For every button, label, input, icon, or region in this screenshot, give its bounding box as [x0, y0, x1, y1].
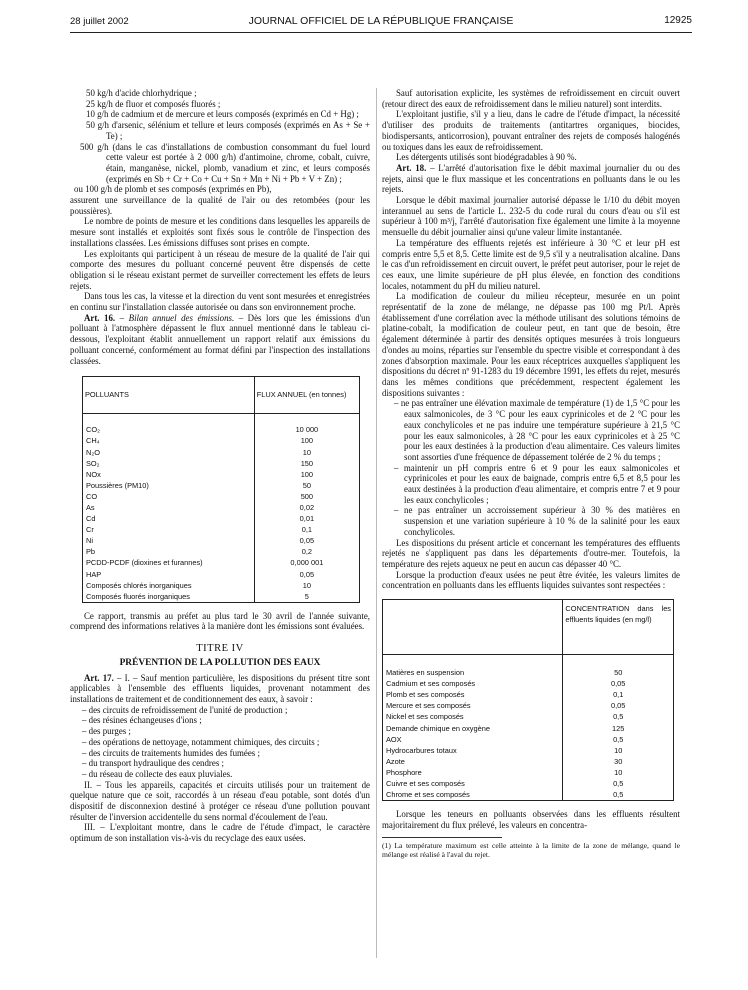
- table-row: [83, 446, 360, 457]
- cell-value: 0,000 001: [254, 557, 359, 568]
- article-16: Art. 16. – Bilan annuel des émissions. – Dès lors que les émissions d'un polluant à l'atmosphère dépassent le flux annuel mentionné dans le tableau ci-dessous, l'exploitant établit annuellement un rapport relatif aux émissions du polluant concerné, conformément au format défini par l'inspection des installations classées.: [70, 312, 371, 366]
- cell-name: AOX: [383, 734, 563, 745]
- paragraph: L'exploitant justifie, s'il y a lieu, dans le cadre de l'étude d'impact, la nécessité d'utiliser des produits de traitements (antitartres organiques, biocides, biodispersants, anticorrosion), pouvant entraîner des rejets de composés halogénés ou toxiques dans les eaux de refroidissement.: [382, 109, 680, 152]
- article-18: [382, 163, 680, 195]
- cell-value: 0,05: [254, 535, 359, 546]
- cell-name: Cadmium et ses composés: [383, 678, 563, 689]
- cell-name: Ni: [83, 535, 255, 546]
- header-journal-title: JOURNAL OFFICIEL DE LA RÉPUBLIQUE FRANÇAISE: [248, 15, 514, 27]
- cell-value: 0,05: [254, 569, 359, 580]
- annual-flux-table: [82, 376, 360, 603]
- cell-value: 0,5: [563, 711, 674, 722]
- cell-name: Composés chlorés inorganiques: [83, 580, 255, 591]
- table-row: [383, 723, 674, 734]
- paragraph: III. – L'exploitant montre, dans le cadre de l'étude d'impact, le caractère optimum de son installation vis-à-vis du recyclage des eaux usées.: [70, 822, 370, 844]
- cell-name: Cuivre et ses composés: [383, 778, 563, 789]
- table-row: [83, 480, 360, 491]
- table-row: [383, 745, 674, 756]
- cell-name: HAP: [83, 569, 255, 580]
- cell-name: Nickel et ses composés: [383, 711, 563, 722]
- paragraph: Lorsque le débit maximal journalier autorisé dépasse le 1/10 du débit moyen interannuel au sens de l'article L. 232-5 du code rural du cours d'eau ou s'il est supérieur à 100 m³/j, l'arrêté d'autorisation fixe également une limite à la moyenne mensuelle du débit journalier ainsi qu'une valeur limite instantanée.: [382, 195, 680, 238]
- right-column: [382, 88, 680, 859]
- cell-value: 0,1: [563, 689, 674, 700]
- cell-name: Chrome et ses composés: [383, 789, 563, 801]
- cell-name: Composés fluorés inorganiques: [83, 591, 255, 603]
- list-item: – des circuits de traitements humides des fumées ;: [82, 747, 260, 758]
- effluent-sources-list: [70, 705, 370, 780]
- table-row: [383, 667, 674, 678]
- emission-thresholds-list: [70, 88, 370, 195]
- header-date: 28 juillet 2002: [70, 16, 129, 27]
- table-row: [83, 535, 360, 546]
- list-item: 10 g/h de cadmium et de mercure et leurs composés (exprimés en Cd + Hg) ;: [86, 109, 359, 120]
- article-text: – L'arrêté d'autorisation fixe le débit maximal journalier du ou des rejets, ainsi que le flux massique et les concentrations en polluants dans le ou les rejets.: [382, 162, 680, 195]
- paragraph: Le nombre de points de mesure et les conditions dans lesquelles les appareils de mesure sont installés et exploités sont fixés sous le contrôle de l'inspection des installations classées. Les émissions diffuses sont prises en compte.: [70, 216, 370, 248]
- table-row: [383, 700, 674, 711]
- column-header-annual-flux: FLUX ANNUEL (en tonnes): [254, 377, 359, 414]
- list-item: – du transport hydraulique des cendres ;: [82, 758, 224, 769]
- cell-value: 0,5: [563, 778, 674, 789]
- footnote: (1) La température maximum est celle atteinte à la limite de la zone de mélange, quand le mélange est réalisé à l'aval du rejet.: [382, 840, 680, 859]
- cell-value: 30: [563, 756, 674, 767]
- cell-name: Cd: [83, 513, 255, 524]
- paragraph: Dans tous les cas, la vitesse et la direction du vent sont mesurées et enregistrées en continu sur l'installation classée autorisée ou dans son environnement proche.: [70, 291, 370, 313]
- article-label: Art. 16.: [84, 312, 116, 323]
- cell-name: NOx: [83, 469, 255, 480]
- header-rule: [70, 32, 692, 33]
- cell-name: SO₂: [83, 458, 255, 469]
- column-divider: [376, 88, 377, 958]
- table-row: [83, 491, 360, 502]
- article-label: Art. 18.: [396, 162, 427, 173]
- table-row: [83, 435, 360, 446]
- paragraph: II. – Tous les appareils, capacités et circuits utilisés pour un traitement de quelque nature que ce soit, raccordés à un réseau d'eau potable, sont dotés d'un dispositif de disconnexion destiné à protéger ce réseau d'une pollution pouvant résulter de l'inversion accidentelle du sens normal d'écoulement de l'eau.: [70, 779, 370, 822]
- cell-name: Azote: [383, 756, 563, 767]
- left-column: [70, 88, 370, 844]
- cell-value: 125: [563, 723, 674, 734]
- list-item: – du réseau de collecte des eaux pluviales.: [82, 768, 233, 779]
- cell-value: 0,05: [563, 678, 674, 689]
- cell-value: 0,5: [563, 789, 674, 801]
- article-title: Bilan annuel des émissions.: [128, 312, 235, 323]
- table-row: [83, 546, 360, 557]
- table-row: [83, 424, 360, 435]
- paragraph: Sauf autorisation explicite, les systèmes de refroidissement en circuit ouvert (retour direct des eaux de refroidissement dans le milieu naturel) sont interdits.: [382, 88, 680, 109]
- table-row: [83, 557, 360, 568]
- column-header-pollutants: POLLUANTS: [83, 377, 255, 414]
- table-row: [383, 756, 674, 767]
- cell-value: 100: [254, 435, 359, 446]
- cell-value: 500: [254, 491, 359, 502]
- cell-value: 100: [254, 469, 359, 480]
- list-item: – ne pas entraîner un accroissement supérieur à 30 % des matières en suspension et une variation supérieure à 10 % de la salinité pour les eaux conchylicoles.: [394, 505, 680, 537]
- paragraph: Lorsque les teneurs en polluants observées dans les effluents résultent majoritairement du flux prélevé, les valeurs en concentra-: [382, 809, 680, 830]
- article-text: – Dès lors que les émissions d'un polluant à l'atmosphère dépassent le flux annuel mentionné dans le tableau ci-dessous, l'exploitant établit annuellement un rapport relatif aux émissions du polluant concerné, conformément au format défini par l'inspection des installations classées.: [70, 312, 371, 366]
- list-item: – des résines échangeuses d'ions ;: [82, 715, 202, 726]
- cell-value: 10: [254, 446, 359, 457]
- cell-name: Mercure et ses composés: [383, 700, 563, 711]
- list-item: – maintenir un pH compris entre 6 et 9 pour les eaux salmonicoles et cyprinicoles et pour les eaux de baignade, compris entre 6,5 et 8,5 pour les eaux destinées à la production d'eau alimentaire, et compris entre 7 et 9 pour les eaux conchylicoles ;: [394, 462, 680, 505]
- page-header: [70, 14, 692, 30]
- cell-value: 10 000: [254, 424, 359, 435]
- table-row: [383, 778, 674, 789]
- paragraph: La modification de couleur du milieu récepteur, mesurée en un point représentatif de la zone de mélange, ne dépasse pas 100 mg Pt/l. Après établissement d'une corrélation avec la méthode utilisant des solutions témoins de platine-cobalt, la modification de couleur peut, en tant que de besoin, être également déterminée à partir des densités optiques mesurées à trois longueurs d'ondes au moins, réparties sur l'ensemble du spectre visible et correspondant à des zones d'absorption maximale. Pour les eaux réceptrices auxquelles s'appliquent les dispositions du décret nº 91-1283 du 19 décembre 1991, les effets du rejet, mesurés dans les mêmes conditions que précédemment, respectent également les dispositions suivantes :: [382, 291, 680, 398]
- effluent-concentration-table: [382, 599, 674, 801]
- paragraph: Ce rapport, transmis au préfet au plus tard le 30 avril de l'année suivante, comprend des informations relatives à la manière dont les émissions sont évaluées.: [70, 610, 370, 632]
- paragraph: Les dispositions du présent article et concernant les températures des effluents rejetés ne s'appliquent pas dans les départements d'outre-mer. Toutefois, la température des rejets aqueux ne peut en aucun cas dépasser 40 °C.: [382, 537, 680, 569]
- cell-name: Demande chimique en oxygène: [383, 723, 563, 734]
- table-row: [83, 469, 360, 480]
- table-row: [383, 789, 674, 801]
- table-row: [83, 591, 360, 603]
- table-row: [83, 569, 360, 580]
- list-item: – des purges ;: [82, 726, 131, 737]
- paragraph: Lorsque la production d'eaux usées ne peut être évitée, les valeurs limites de concentration en polluants dans les effluents liquides suivantes sont respectées :: [382, 569, 680, 591]
- cell-name: CH₄: [83, 435, 255, 446]
- cell-value: 10: [563, 745, 674, 756]
- cell-value: 0,02: [254, 502, 359, 513]
- table-row: [83, 458, 360, 469]
- article-17: [70, 673, 370, 705]
- cell-value: 0,2: [254, 546, 359, 557]
- table-row: [383, 767, 674, 778]
- cell-name: Poussières (PM10): [83, 480, 255, 491]
- paragraph: assurent une surveillance de la qualité de l'air ou des retombées (pour les poussières).: [70, 195, 370, 216]
- header-page-number: 12925: [664, 15, 692, 26]
- paragraph: Les détergents utilisés sont biodégradables à 90 %.: [396, 152, 577, 163]
- table-row: [83, 513, 360, 524]
- cell-name: Phosphore: [383, 767, 563, 778]
- table-row: [383, 734, 674, 745]
- paragraph: Les exploitants qui participent à un réseau de mesure de la qualité de l'air qui comporte des mesures du polluant concerné peuvent être dispensés de cette obligation si le réseau existant permet de surveiller correctement les effets de leurs rejets.: [70, 248, 370, 291]
- table-row: [383, 711, 674, 722]
- cell-value: 0,01: [254, 513, 359, 524]
- cell-name: Pb: [83, 546, 255, 557]
- table-row: [83, 524, 360, 535]
- list-item: – des circuits de refroidissement de l'unité de production ;: [82, 704, 288, 715]
- cell-value: 50: [254, 480, 359, 491]
- column-header-substance: [383, 600, 563, 655]
- list-item: – ne pas entraîner une élévation maximale de température (1) de 1,5 °C pour les eaux salmonicoles, de 3 °C pour les eaux cyprinicoles et de 2 °C pour les eaux conchylicoles et ne pas induire une température supérieure à 21,5 °C pour les eaux salmonicoles, à 28 °C pour les eaux cyprinicoles et à 25 °C pour les eaux destinées à la production d'eau alimentaire. Ces valeurs limites sont assorties d'une fréquence de dépassement tolérée de 2 % du temps ;: [394, 398, 680, 462]
- cell-value: 0,05: [563, 700, 674, 711]
- list-item: 50 g/h d'arsenic, sélénium et tellure et leurs composés (exprimés en As + Se + Te) ;: [86, 120, 370, 141]
- cell-name: Plomb et ses composés: [383, 689, 563, 700]
- table-row: [83, 580, 360, 591]
- footnote-rule: [382, 837, 502, 838]
- table-row: [383, 689, 674, 700]
- list-item: 500 g/h (dans le cas d'installations de combustion consommant du fuel lourd cette valeur est portée à 2 000 g/h) d'antimoine, chrome, cobalt, cuivre, étain, manganèse, nickel, plomb, vanadium et zinc, et leurs composés (exprimés en Sb + Cr + Co + Cu + Sn + Mn + Ni + Pb + V + Zn) ;: [80, 141, 370, 184]
- cell-name: CO₂: [83, 424, 255, 435]
- list-item: 25 kg/h de fluor et composés fluorés ;: [86, 98, 221, 109]
- list-item: ou 100 g/h de plomb et ses composés (exprimés en Pb),: [74, 184, 272, 195]
- receiving-water-provisions-list: [382, 398, 680, 537]
- cell-value: 0,5: [563, 734, 674, 745]
- cell-value: 5: [254, 591, 359, 603]
- cell-name: PCDD-PCDF (dioxines et furannes): [83, 557, 255, 568]
- cell-value: 0,1: [254, 524, 359, 535]
- cell-name: Matières en suspension: [383, 667, 563, 678]
- column-header-concentration: CONCENTRATION dans les effluents liquides (en mg/l): [563, 600, 674, 655]
- cell-name: CO: [83, 491, 255, 502]
- cell-name: Cr: [83, 524, 255, 535]
- cell-value: 10: [563, 767, 674, 778]
- table-row: [83, 502, 360, 513]
- title-iv: TITRE IV: [196, 643, 244, 655]
- table-row: [383, 678, 674, 689]
- list-item: 50 kg/h d'acide chlorhydrique ;: [86, 88, 197, 98]
- article-label: Art. 17.: [84, 672, 114, 683]
- cell-value: 50: [563, 667, 674, 678]
- section-heading: PRÉVENTION DE LA POLLUTION DES EAUX: [119, 657, 321, 668]
- cell-value: 10: [254, 580, 359, 591]
- paragraph: La température des effluents rejetés est inférieure à 30 °C et leur pH est compris entre 5,5 et 8,5. Cette limite est de 9,5 s'il y a neutralisation alcaline. Dans le cas d'un refroidissement en circuit ouvert, le préfet peut autoriser, pour le rejet de ces eaux, une limite supérieure de pH plus élevée, en fonction des conditions locales, notamment du pH du milieu naturel.: [382, 237, 680, 291]
- article-text: – I. – Sauf mention particulière, les dispositions du présent titre sont applicables à l'ensemble des effluents liquides, provenant notamment des installations de traitement et de conditionnement des eaux, à savoir :: [70, 672, 370, 704]
- cell-name: As: [83, 502, 255, 513]
- cell-name: N₂O: [83, 446, 255, 457]
- cell-value: 150: [254, 458, 359, 469]
- cell-name: Hydrocarbures totaux: [383, 745, 563, 756]
- list-item: – des opérations de nettoyage, notamment chimiques, des circuits ;: [82, 736, 320, 747]
